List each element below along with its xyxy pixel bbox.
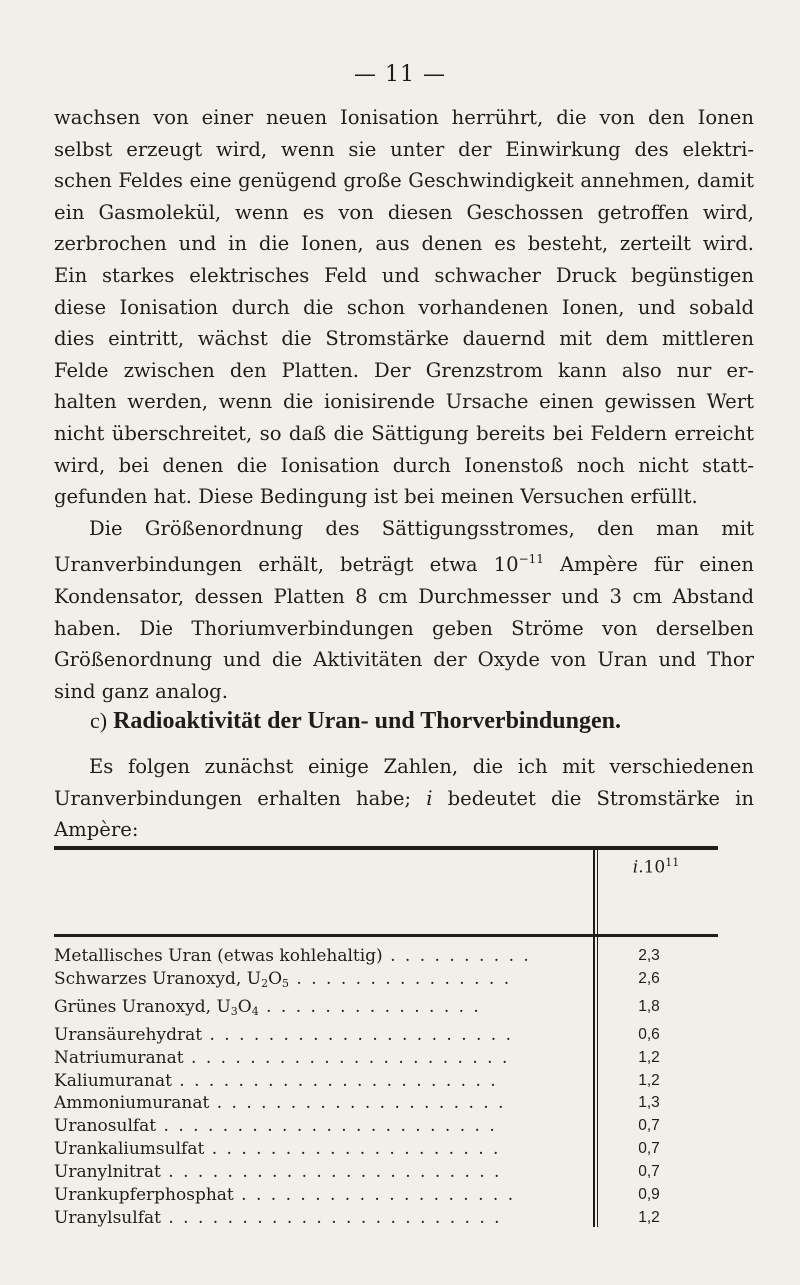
text-line: dies eintritt, wächst die Stromstärke dauernd mit dem mittleren	[54, 327, 754, 351]
compound-name: Grünes Uranoxyd, $U_3O_4$ . . . . . . . . . . . . . . .	[54, 996, 481, 1018]
text-line: wird, bei denen die Ionisation durch Ionenstoß noch nicht statt-	[54, 453, 754, 477]
current-value: 0,7	[638, 1117, 660, 1135]
text-line: Uranverbindungen erhalten habe; i bedeutet die Stromstärke in	[54, 786, 754, 810]
section-letter: c)	[90, 708, 108, 733]
data-table	[54, 945, 714, 1230]
table-row	[54, 996, 714, 1024]
compound-name: Kaliumuranat . . . . . . . . . . . . . . . . . . . . . .	[54, 1070, 498, 1091]
text-line: Größenordnung und die Aktivitäten der Oxyde von Uran und Thor	[54, 648, 754, 672]
table-row	[54, 1024, 714, 1047]
page-number: — 11 —	[354, 62, 446, 87]
current-variable: i	[426, 786, 433, 810]
current-value: 1,3	[638, 1094, 660, 1112]
current-value: 0,9	[638, 1186, 660, 1204]
table-header-rule	[54, 934, 718, 937]
text-line: zerbrochen und in die Ionen, aus denen es besteht, zerteilt wird.	[54, 232, 754, 256]
text-line: halten werden, wenn die ionisirende Ursache einen gewissen Wert	[54, 390, 754, 414]
intro-paragraph	[54, 751, 754, 846]
table-row	[54, 1092, 714, 1115]
compound-name: Uranylsulfat . . . . . . . . . . . . . . . . . . . . . . .	[54, 1207, 502, 1228]
text-line: Uranverbindungen erhält, beträgt etwa $10^{-11}$ Ampère für einen	[54, 552, 754, 577]
current-value: 1,2	[638, 1048, 660, 1066]
text-line: nicht überschreitet, so daß die Sättigung bereits bei Feldern erreicht	[54, 421, 754, 445]
body-text	[54, 102, 754, 707]
current-value: 1,8	[638, 997, 660, 1015]
compound-name: Metallisches Uran (etwas kohlehaltig) . . . . . . . . . .	[54, 946, 531, 966]
text-line: Kondensator, dessen Platten 8 cm Durchmesser und 3 cm Abstand	[54, 584, 754, 608]
text-line: Ein starkes elektrisches Feld und schwacher Druck begünstigen	[54, 263, 754, 287]
text-line: diese Ionisation durch die schon vorhandenen Ionen, und sobald	[54, 295, 754, 319]
table-row	[54, 1138, 714, 1161]
table-row	[54, 1070, 714, 1093]
current-value: 2,3	[638, 947, 660, 964]
table-row	[54, 1184, 714, 1207]
table-row	[54, 1161, 714, 1184]
current-value: 0,6	[638, 1025, 660, 1043]
paragraph-saturation	[54, 513, 754, 708]
table-row	[54, 1047, 714, 1070]
text-line: Ampère:	[54, 818, 139, 842]
column-divider	[593, 846, 595, 934]
current-value: 1,2	[638, 1208, 660, 1226]
compound-name: Urankaliumsulfat . . . . . . . . . . . . . . . . . . . .	[54, 1139, 501, 1160]
column-header-current: $i.10^{11}$	[632, 856, 680, 878]
compound-name: Ammoniumuranat . . . . . . . . . . . . . . . . . . . .	[54, 1093, 506, 1114]
table-row	[54, 1115, 714, 1138]
compound-name: Uranylnitrat . . . . . . . . . . . . . . . . . . . . . . .	[54, 1162, 502, 1183]
text-line: wachsen von einer neuen Ionisation herrührt, die von den Ionen	[54, 106, 754, 129]
current-value: 0,7	[638, 1163, 660, 1181]
compound-name: Natriumuranat . . . . . . . . . . . . . . . . . . . . . .	[54, 1047, 510, 1068]
text-line: haben. Die Thoriumverbindungen geben Ströme von derselben	[54, 616, 754, 640]
current-value: 1,2	[638, 1071, 660, 1089]
section-title: Radioaktivität der Uran- und Thorverbindungen.	[113, 708, 621, 734]
table-row	[54, 1207, 714, 1230]
table-top-rule	[54, 846, 718, 850]
text-line: ein Gasmolekül, wenn es von diesen Geschossen getroffen wird,	[54, 200, 754, 224]
current-value: 0,7	[638, 1140, 660, 1158]
text-line: sind ganz analog.	[54, 679, 228, 703]
compound-name: Uranosulfat . . . . . . . . . . . . . . . . . . . . . . .	[54, 1116, 497, 1137]
text-line: gefunden hat. Diese Bedingung ist bei meinen Versuchen erfüllt.	[54, 485, 698, 509]
text-line: Es folgen zunächst einige Zahlen, die ich mit verschiedenen	[89, 755, 754, 778]
current-value: 2,6	[638, 969, 660, 987]
text-line: Felde zwischen den Platten. Der Grenzstrom kann also nur er-	[54, 358, 754, 382]
text-line: schen Feldes eine genügend große Geschwindigkeit annehmen, damit	[54, 169, 754, 193]
text-line: Die Größenordnung des Sättigungsstromes, den man mit	[89, 516, 754, 540]
compound-name: Schwarzes Uranoxyd, $U_2O_5$ . . . . . . . . . . . . . . .	[54, 968, 512, 990]
table-row	[54, 945, 714, 968]
section-heading	[54, 708, 754, 735]
table-row	[54, 968, 714, 996]
text-line: selbst erzeugt wird, wenn sie unter der Einwirkung des elektri-	[54, 137, 754, 161]
compound-name: Urankupferphosphat . . . . . . . . . . . . . . . . . . .	[54, 1185, 516, 1206]
paragraph-ionisation	[54, 102, 754, 513]
exponent: −11	[518, 552, 544, 567]
compound-name: Uransäurehydrat . . . . . . . . . . . . . . . . . . . . .	[54, 1024, 514, 1045]
